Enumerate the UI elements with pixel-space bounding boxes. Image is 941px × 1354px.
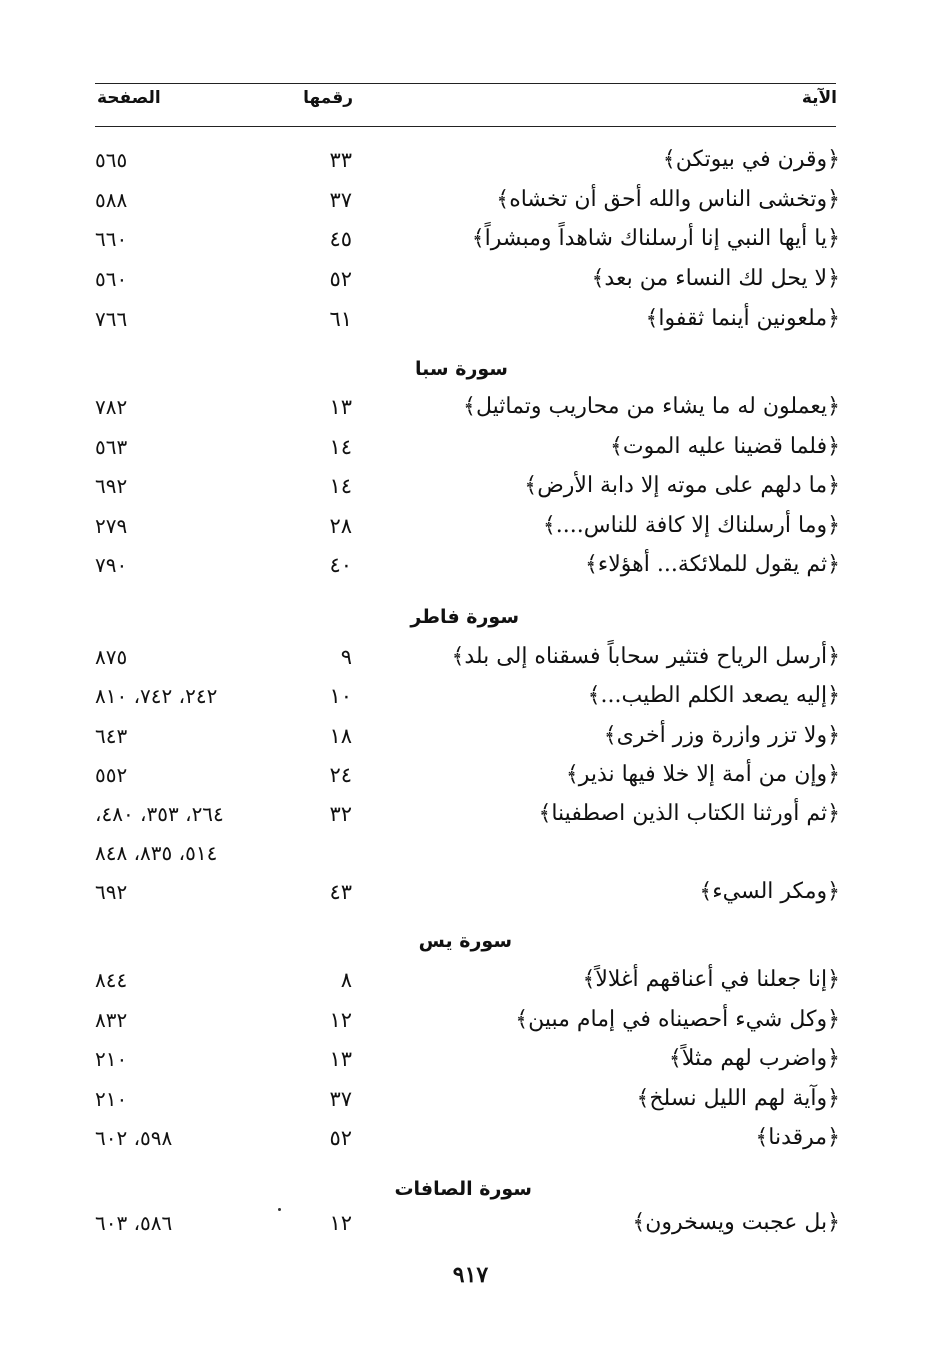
verse-text: ﴿وما أرسلناك إلا كافة للناس....﴾ <box>542 513 840 538</box>
verse-number: ٣٧ <box>329 1087 352 1111</box>
index-row <box>95 143 840 177</box>
verse-text: ﴿أرسل الرياح فتثير سحاباً فسقناه إلى بلد﴾ <box>451 644 840 669</box>
index-row <box>95 183 840 217</box>
verse-text: ﴿بل عجبت ويسخرون﴾ <box>632 1210 840 1235</box>
page-references: ٢٧٩ <box>95 514 128 538</box>
verse-number: ٤٣ <box>329 880 352 904</box>
index-row <box>95 758 840 792</box>
index-row <box>95 430 840 464</box>
page-references: ٦٤٣ <box>95 724 128 748</box>
verse-number: ١٢ <box>329 1211 352 1235</box>
stray-dot <box>278 1208 281 1211</box>
verse-text: ﴿إليه يصعد الكلم الطيب...﴾ <box>587 683 840 708</box>
surah-heading: سورة يس <box>418 930 512 952</box>
page-references: ٦٦٠ <box>95 227 128 251</box>
verse-number: ٤٥ <box>329 227 352 251</box>
index-row <box>95 390 840 424</box>
verse-text: ﴿يا أيها النبي إنا أرسلناك شاهداً ومبشراً﴾ <box>471 226 840 251</box>
page-references: ٧٦٦ <box>95 307 128 331</box>
page-references: ٨٧٥ <box>95 645 128 669</box>
header-rule <box>95 126 836 127</box>
index-row <box>95 1042 840 1076</box>
verse-text: ﴿وكل شيء أحصيناه في إمام مبين﴾ <box>515 1007 840 1032</box>
index-row <box>95 797 840 831</box>
verse-text: ﴿يعملون له ما يشاء من محاريب وتماثيل﴾ <box>463 394 840 419</box>
verse-number: ٢٨ <box>329 514 352 538</box>
index-row <box>95 469 840 503</box>
verse-number: ٨ <box>340 968 352 992</box>
verse-number: ٤٠ <box>329 553 352 577</box>
page-references: ٥٨٨ <box>95 188 128 212</box>
page-references: ٢١٠ <box>95 1047 128 1071</box>
verse-number: ٩ <box>340 645 352 669</box>
index-row <box>95 262 840 296</box>
verse-text: ﴿وآية لهم الليل نسلخ﴾ <box>636 1086 840 1111</box>
verse-text: ﴿ولا تزر وازرة وزر أخرى﴾ <box>603 723 840 748</box>
index-row <box>95 836 840 870</box>
page-references: ٨٤٤ <box>95 968 128 992</box>
verse-text: ﴿ما دلهم على موته إلا دابة الأرض﴾ <box>524 473 840 498</box>
page-references: ٨٣٢ <box>95 1008 128 1032</box>
verse-number: ١٢ <box>329 1008 352 1032</box>
verse-number: ١٤ <box>329 435 352 459</box>
page-references: ٧٩٠ <box>95 553 128 577</box>
index-row <box>95 719 840 753</box>
page-references: ٥٨٦، ٦٠٣ <box>95 1211 173 1235</box>
page-references: ٢٤٢، ٧٤٢، ٨١٠ <box>95 684 218 708</box>
verse-number: ٦١ <box>329 307 352 331</box>
verse-number: ٣٢ <box>329 802 352 826</box>
surah-heading: سورة فاطر <box>410 606 519 628</box>
verse-text: ﴿وتخشى الناس والله أحق أن تخشاه﴾ <box>496 187 840 212</box>
verse-text: ﴿فلما قضينا عليه الموت﴾ <box>609 434 840 459</box>
page-references: ٦٩٢ <box>95 880 128 904</box>
verse-text: ﴿إنا جعلنا في أعناقهم أغلالاً﴾ <box>582 967 840 992</box>
index-row <box>95 1003 840 1037</box>
page-references: ٢٦٤، ٣٥٣، ٤٨٠، <box>95 802 224 826</box>
verse-text: ﴿ثم أورثنا الكتاب الذين اصطفينا﴾ <box>538 801 840 826</box>
surah-heading: سورة سبا <box>415 358 508 380</box>
verse-number: ٣٣ <box>329 148 352 172</box>
verse-number: ٣٧ <box>329 188 352 212</box>
index-row <box>95 640 840 674</box>
page-references: ٦٩٢ <box>95 474 128 498</box>
index-row <box>95 1206 840 1240</box>
index-row <box>95 1082 840 1116</box>
page-references: ٢١٠ <box>95 1087 128 1111</box>
verse-text: ﴿ثم يقول للملائكة... أهؤلاء﴾ <box>585 552 840 577</box>
verse-text: ﴿لا يحل لك النساء من بعد﴾ <box>591 266 840 291</box>
verse-text: ﴿واضرب لهم مثلاً﴾ <box>668 1046 840 1071</box>
page-references: ٧٨٢ <box>95 395 128 419</box>
verse-text: ﴿وإن من أمة إلا خلا فيها نذير﴾ <box>565 762 840 787</box>
verse-number: ١٠ <box>329 684 352 708</box>
verse-number: ١٨ <box>329 724 352 748</box>
surah-heading: سورة الصافات <box>394 1178 532 1200</box>
header-page: الصفحة <box>97 88 161 108</box>
index-row <box>95 509 840 543</box>
index-row <box>95 1121 840 1155</box>
index-row <box>95 963 840 997</box>
verse-number: ١٣ <box>329 1047 352 1071</box>
verse-number: ١٤ <box>329 474 352 498</box>
index-row <box>95 875 840 909</box>
page-references: ٥٦٥ <box>95 148 128 172</box>
header-verse: الآية <box>801 88 837 108</box>
page-references: ٥٥٢ <box>95 763 128 787</box>
verse-text: ﴿ومكر السيء﴾ <box>699 879 840 904</box>
verse-number: ١٣ <box>329 395 352 419</box>
page-references: ٥٦٠ <box>95 267 128 291</box>
verse-number: ٥٢ <box>329 267 352 291</box>
page-references: ٥١٤، ٨٣٥، ٨٤٨ <box>95 841 218 865</box>
top-rule <box>95 83 836 84</box>
verse-text: ﴿وقرن في بيوتكن﴾ <box>662 147 840 172</box>
page-number: ٩١٧ <box>452 1262 489 1288</box>
page-references: ٥٩٨، ٦٠٢ <box>95 1126 173 1150</box>
verse-number: ٥٢ <box>329 1126 352 1150</box>
verse-text: ﴿ملعونين أينما ثقفوا﴾ <box>645 306 840 331</box>
page-references: ٥٦٣ <box>95 435 128 459</box>
index-row <box>95 679 840 713</box>
verse-text: ﴿مرقدنا﴾ <box>755 1125 840 1150</box>
header-number: رقمها <box>303 88 353 108</box>
index-row <box>95 548 840 582</box>
index-row <box>95 302 840 336</box>
index-row <box>95 222 840 256</box>
verse-number: ٢٤ <box>329 763 352 787</box>
